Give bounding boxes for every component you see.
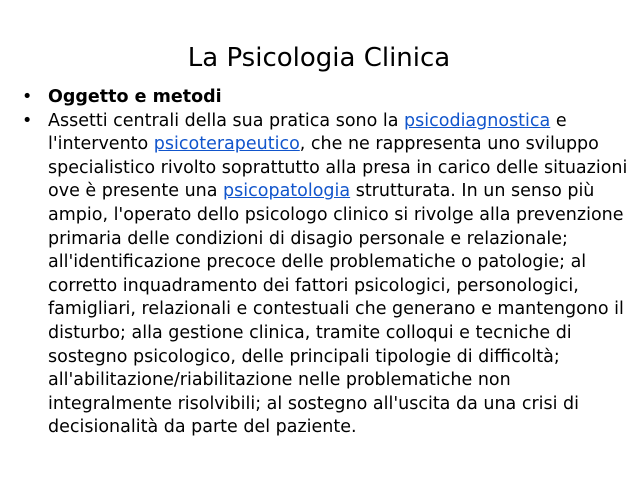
slide-title: La Psicologia Clinica: [187, 43, 451, 73]
bullet-list: [22, 86, 630, 440]
bullet-item-assetti: [22, 110, 630, 440]
link-psicodiagnostica[interactable]: psicodiagnostica: [404, 110, 551, 131]
bullet-item-oggetto: [22, 86, 630, 110]
paragraph-text-4: strutturata. In un senso più ampio, l'operato dello psicologo clinico si rivolge alla prevenzione primaria delle condizioni di disagio personale e relazionale; all'identificazione precoce delle problematiche o patologie; al corretto inquadramento dei fattori psicologici, personologici, famigliari, relazionali e contestuali che generano e mantengono il disturbo; alla gestione clinica, tramite colloqui e tecniche di sostegno psicologico, delle principali tipologie di difficoltà; all'abilitazione/riabilitazione nelle problematiche non integralmente risolvibili; al sostegno all'uscita da una crisi di decisionalità da parte del paziente.: [48, 181, 624, 438]
paragraph-text-2: e l'intervento: [48, 110, 567, 155]
bullet-icon: •: [22, 110, 33, 131]
bullet-icon: •: [22, 87, 33, 107]
paragraph-text-3: , che ne rappresenta uno sviluppo specialistico rivolto soprattutto alla presa in carico delle situazioni ove è presente una: [48, 134, 628, 202]
bullet-heading: Oggetto e metodi: [48, 87, 222, 107]
paragraph-text-1: Assetti centrali della sua pratica sono la: [48, 110, 405, 131]
link-psicopatologia[interactable]: psicopatologia: [223, 181, 351, 202]
link-psicoterapeutico[interactable]: psicoterapeutico: [153, 134, 300, 155]
